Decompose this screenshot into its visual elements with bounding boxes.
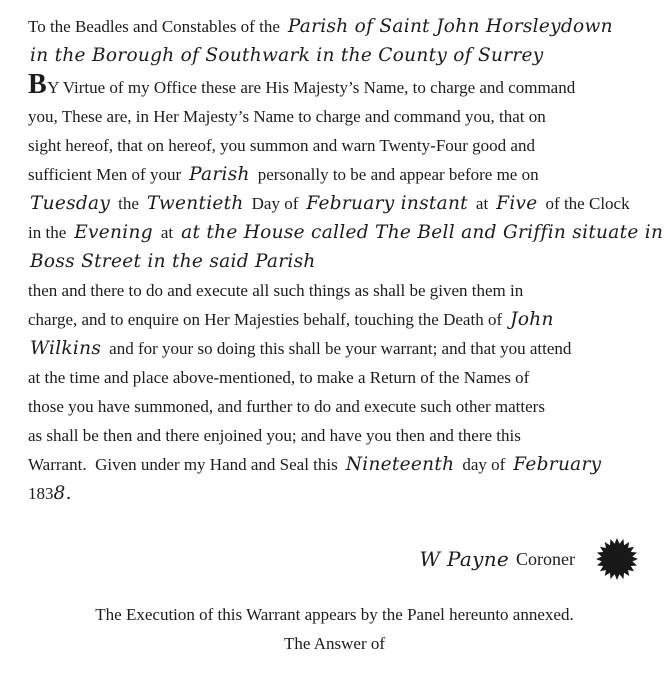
text-segment-dropcap: B xyxy=(28,69,48,100)
text-segment-script: Boss Street in the said Parish xyxy=(30,251,316,272)
text-segment-print: Y Virtue of my Office these are His Majesty’s Name, to charge and command xyxy=(47,78,576,97)
footer-execution-note: The Execution of this Warrant appears by the Panel hereunto annexed. xyxy=(95,605,574,624)
text-segment-script: Parish xyxy=(189,164,250,185)
text-segment-script: John xyxy=(510,309,554,330)
text-segment-print: charge, and to enquire on Her Majesties behalf, touching the Death of xyxy=(28,310,503,329)
text-segment-script: Five xyxy=(496,193,538,214)
text-segment-print: 183 xyxy=(28,484,54,503)
text-segment-print: then and there to do and execute all such things as shall be given them in xyxy=(28,281,524,300)
document-line xyxy=(28,102,641,131)
document-line xyxy=(28,450,641,479)
document-line xyxy=(28,334,641,363)
document-line xyxy=(28,479,641,508)
signature-title: Coroner xyxy=(516,548,575,569)
text-segment-script: Parish of Saint John Horsleydown xyxy=(287,16,613,37)
text-segment-print: and for your so doing this shall be your warrant; and that you attend xyxy=(109,339,572,358)
document-line xyxy=(28,276,641,305)
text-segment-script: Twentieth xyxy=(146,193,244,214)
text-segment-print: as shall be then and there enjoined you; and have you then and there this xyxy=(28,426,521,445)
text-segment-print: personally to be and appear before me on xyxy=(257,165,539,184)
text-segment-script: February xyxy=(513,454,602,475)
document-line xyxy=(28,363,641,392)
text-segment-print: sufficient Men of your xyxy=(28,165,182,184)
text-segment-print: in the xyxy=(28,223,67,242)
text-segment-print: you, These are, in Her Majesty’s Name to charge and command you, that on xyxy=(28,107,546,126)
document-body xyxy=(28,12,664,508)
document-line xyxy=(28,70,641,102)
text-segment-script-tight: 8. xyxy=(53,483,72,504)
text-segment-print: day of xyxy=(462,455,506,474)
seal-icon xyxy=(595,536,639,582)
text-segment-script: at the House called The Bell and Griffin situate in xyxy=(181,222,664,243)
document-line xyxy=(28,189,641,218)
text-segment-script: in the Borough of Southwark in the County of Surrey xyxy=(30,45,544,66)
text-segment-print: Warrant. Given under my Hand and Seal this xyxy=(28,455,338,474)
text-segment-print: sight hereof, that on hereof, you summon and warn Twenty-Four good and xyxy=(28,136,535,155)
text-segment-print: at xyxy=(160,223,174,242)
footer-answer-of: The Answer of xyxy=(283,634,386,653)
signature-name: W Payne xyxy=(419,547,510,571)
text-segment-script: Nineteenth xyxy=(345,454,455,475)
text-segment-script: Evening xyxy=(74,222,153,243)
text-segment-script: Wilkins xyxy=(30,338,102,359)
document-line xyxy=(28,247,641,276)
text-segment-print: of the Clock xyxy=(545,194,630,213)
text-segment-print: at xyxy=(475,194,489,213)
text-segment-print: Day of xyxy=(251,194,299,213)
document-line xyxy=(28,392,641,421)
document-line xyxy=(28,421,641,450)
document-line xyxy=(28,160,641,189)
text-segment-print: the xyxy=(118,194,139,213)
footer xyxy=(0,600,669,658)
text-segment-print: at the time and place above-mentioned, to make a Return of the Names of xyxy=(28,368,530,387)
document-line xyxy=(28,218,664,247)
text-segment-print: those you have summoned, and further to do and execute such other matters xyxy=(28,397,545,416)
document-line xyxy=(28,41,641,70)
signature-block xyxy=(28,536,641,582)
document-line xyxy=(28,305,641,334)
document-line xyxy=(28,12,641,41)
text-segment-script: Tuesday xyxy=(30,193,111,214)
document-line xyxy=(28,131,641,160)
text-segment-script: February instant xyxy=(306,193,468,214)
text-segment-print: To the Beadles and Constables of the xyxy=(28,17,280,36)
